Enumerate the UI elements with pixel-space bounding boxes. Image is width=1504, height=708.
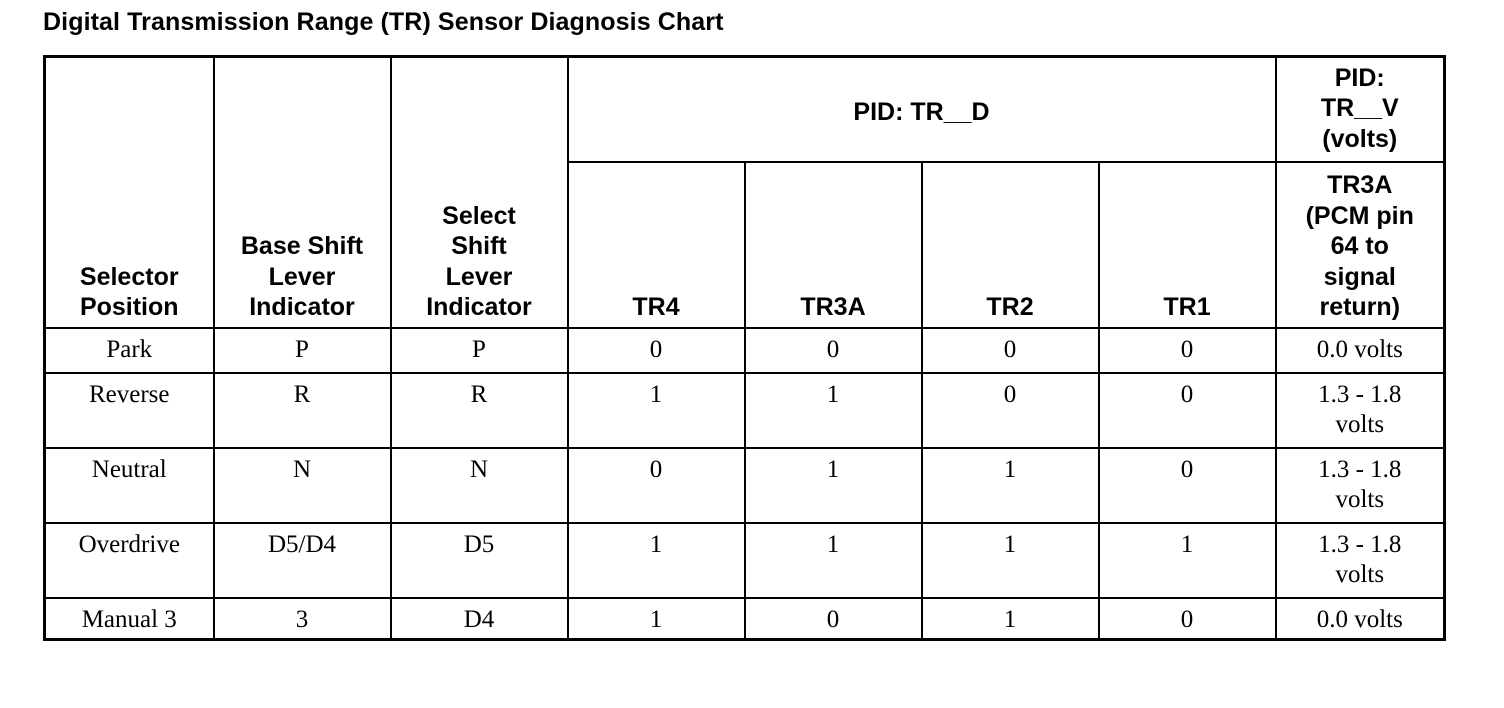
header-base-shift-lever-indicator: Base Shift Lever Indicator (214, 57, 391, 328)
header-selector-position: Selector Position (45, 57, 214, 328)
cell-selector-position: Manual 3 (45, 598, 214, 640)
cell-tr3a: 1 (745, 523, 922, 598)
cell-tr2: 0 (922, 328, 1099, 373)
cell-base-shift: N (214, 448, 391, 523)
cell-tr1: 0 (1099, 448, 1276, 523)
cell-tr3a: 1 (745, 448, 922, 523)
document-title: Digital Transmission Range (TR) Sensor Diagnosis Chart (43, 8, 724, 36)
cell-tr3a: 0 (745, 328, 922, 373)
cell-select-shift: N (391, 448, 568, 523)
diagnosis-table (43, 55, 1446, 641)
cell-base-shift: D5/D4 (214, 523, 391, 598)
cell-tr3a: 1 (745, 373, 922, 448)
cell-tr1: 0 (1099, 328, 1276, 373)
cell-tr2: 0 (922, 373, 1099, 448)
header-tr2: TR2 (922, 162, 1099, 328)
cell-tr4: 1 (568, 523, 745, 598)
cell-tr1: 0 (1099, 598, 1276, 640)
header-select-shift-lever-indicator: Select Shift Lever Indicator (391, 57, 568, 328)
cell-tr2: 1 (922, 448, 1099, 523)
cell-tr4: 1 (568, 373, 745, 448)
cell-base-shift: 3 (214, 598, 391, 640)
header-tr3a-volts: TR3A (PCM pin 64 to signal return) (1276, 162, 1445, 328)
cell-volts: 1.3 - 1.8 volts (1276, 373, 1445, 448)
cell-tr4: 0 (568, 328, 745, 373)
header-row-top (45, 57, 1445, 162)
cell-tr1: 1 (1099, 523, 1276, 598)
cell-volts: 0.0 volts (1276, 328, 1445, 373)
header-tr1: TR1 (1099, 162, 1276, 328)
cell-select-shift: D4 (391, 598, 568, 640)
cell-base-shift: P (214, 328, 391, 373)
cell-tr2: 1 (922, 523, 1099, 598)
cell-volts: 1.3 - 1.8 volts (1276, 448, 1445, 523)
cell-select-shift: D5 (391, 523, 568, 598)
cell-tr1: 0 (1099, 373, 1276, 448)
cell-selector-position: Overdrive (45, 523, 214, 598)
table-row (45, 523, 1445, 598)
cell-select-shift: R (391, 373, 568, 448)
header-pid-tr-v: PID: TR__V (volts) (1276, 57, 1445, 162)
cell-tr4: 0 (568, 448, 745, 523)
cell-selector-position: Reverse (45, 373, 214, 448)
cell-selector-position: Park (45, 328, 214, 373)
table-row (45, 328, 1445, 373)
table-row (45, 373, 1445, 448)
cell-tr2: 1 (922, 598, 1099, 640)
header-tr4: TR4 (568, 162, 745, 328)
cell-selector-position: Neutral (45, 448, 214, 523)
header-tr3a: TR3A (745, 162, 922, 328)
cell-tr4: 1 (568, 598, 745, 640)
cell-base-shift: R (214, 373, 391, 448)
cell-select-shift: P (391, 328, 568, 373)
table-row (45, 598, 1445, 640)
header-pid-tr-d: PID: TR__D (568, 57, 1276, 162)
table-row (45, 448, 1445, 523)
cell-tr3a: 0 (745, 598, 922, 640)
cell-volts: 0.0 volts (1276, 598, 1445, 640)
cell-volts: 1.3 - 1.8 volts (1276, 523, 1445, 598)
